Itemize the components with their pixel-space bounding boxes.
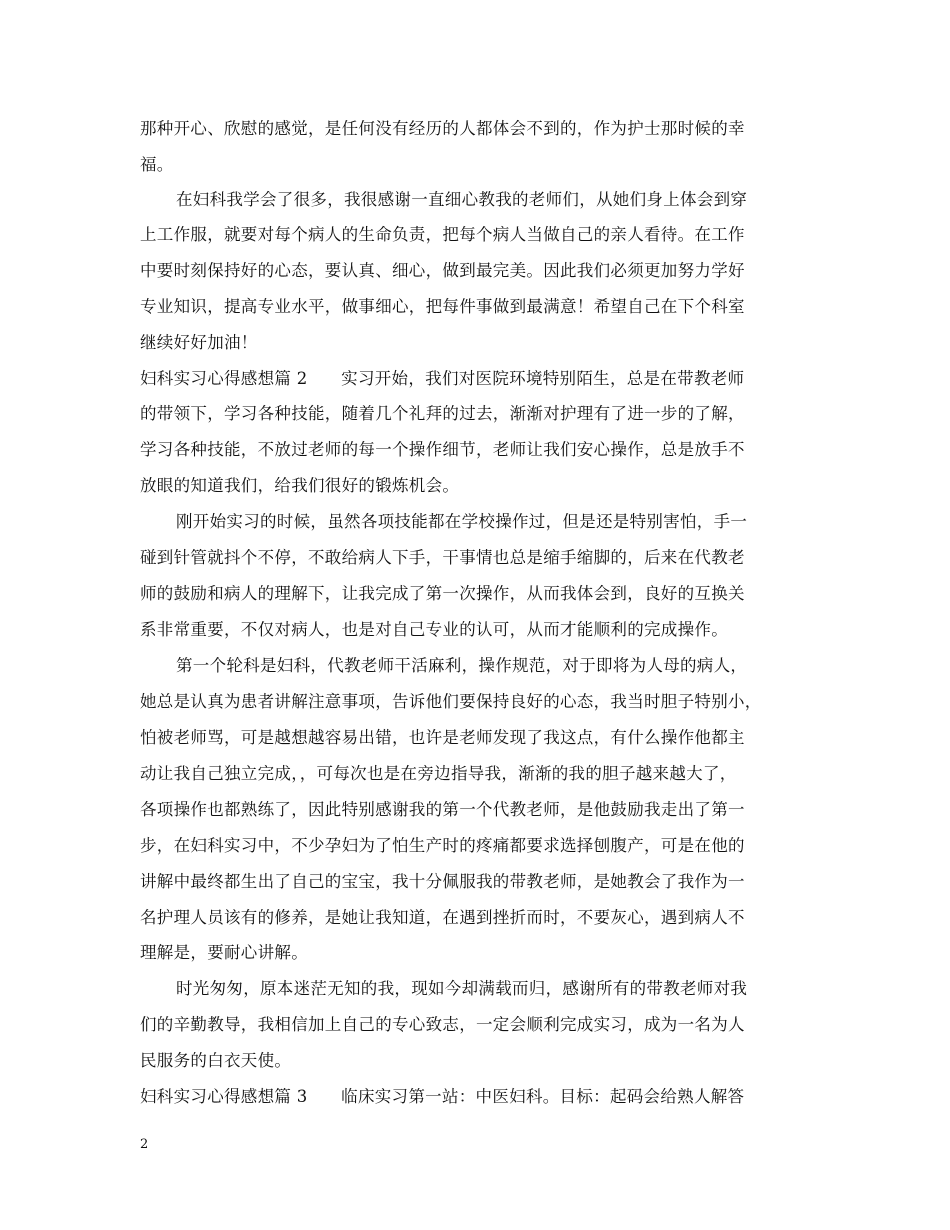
text-line: 上工作服，就要对每个病人的生命负责，把每个病人当做自己的亲人看待。在工作 [140,225,745,244]
text-line: 名护理人员该有的修养，是她让我知道，在遇到挫折而时，不要灰心，遇到病人不 [140,908,745,927]
text-line: 各项操作也都熟练了，因此特别感谢我的第一个代教老师，是他鼓励我走出了第一 [140,800,745,819]
text-line: 中要时刻保持好的心态，要认真、细心，做到最完美。因此我们必须更加努力学好 [140,261,745,280]
text-line: 放眼的知道我们，给我们很好的锻炼机会。 [140,476,460,495]
text-line: 讲解中最终都生出了自己的宝宝，我十分佩服我的带教老师，是她教会了我作为一 [140,872,745,891]
paragraph-start-line: 刚开始实习的时候，虽然各项技能都在学校操作过，但是还是特别害怕，手一 [176,512,748,531]
text-line: 继续好好加油！ [140,333,258,352]
text-line: 专业知识，提高专业水平，做事细心，把每件事做到最满意！希望自己在下个科室 [140,297,745,316]
text-line: 碰到针管就抖个不停，不敢给病人下手，干事情也总是缩手缩脚的，后来在代教老 [140,548,745,567]
text-line: 系非常重要，不仅对病人，也是对自己专业的认可，从而才能顺利的完成操作。 [140,620,728,639]
text-line: 怕被老师骂，可是越想越容易出错，也许是老师发现了我这点，有什么操作他都主 [140,728,745,747]
paragraph-start-line: 在妇科我学会了很多，我很感谢一直细心教我的老师们，从她们身上体会到穿 [176,190,748,209]
text-line: 她总是认真为患者讲解注意事项，告诉他们要保持良好的心态，我当时胆子特别小， [140,692,762,711]
section-heading-line: 妇科实习心得感想篇 3 临床实习第一站：中医妇科。目标：起码会给熟人解答 [140,1087,745,1106]
text-line: 理解是，要耐心讲解。 [140,943,308,962]
paragraph-start-line: 时光匆匆，原本迷茫无知的我，现如今却满载而归，感谢所有的带教老师对我 [176,979,748,998]
text-line: 学习各种技能，不放过老师的每一个操作细节，老师让我们安心操作，总是放手不 [140,440,745,459]
page-number: 2 [140,1137,149,1152]
section-heading-line: 妇科实习心得感想篇 2 实习开始，我们对医院环境特别陌生，总是在带教老师 [140,369,745,388]
text-line: 民服务的白衣天使。 [140,1051,292,1070]
text-line: 的带领下，学习各种技能，随着几个礼拜的过去，渐渐对护理有了进一步的了解， [140,404,745,423]
text-line: 那种开心、欣慰的感觉，是任何没有经历的人都体会不到的，作为护士那时候的幸 [140,119,745,138]
text-line: 动让我自己独立完成，，可每次也是在旁边指导我，渐渐的我的胆子越来越大了， [140,764,737,783]
paragraph-start-line: 第一个轮科是妇科，代教老师干活麻利，操作规范，对于即将为人母的病人， [176,656,748,675]
text-line: 步，在妇科实习中，不少孕妇为了怕生产时的疼痛都要求选择刨腹产，可是在他的 [140,836,745,855]
text-line: 福。 [140,155,174,174]
text-line: 师的鼓励和病人的理解下，让我完成了第一次操作，从而我体会到，良好的互换关 [140,584,745,603]
text-line: 们的辛勤教导，我相信加上自己的专心致志，一定会顺利完成实习，成为一名为人 [140,1015,745,1034]
